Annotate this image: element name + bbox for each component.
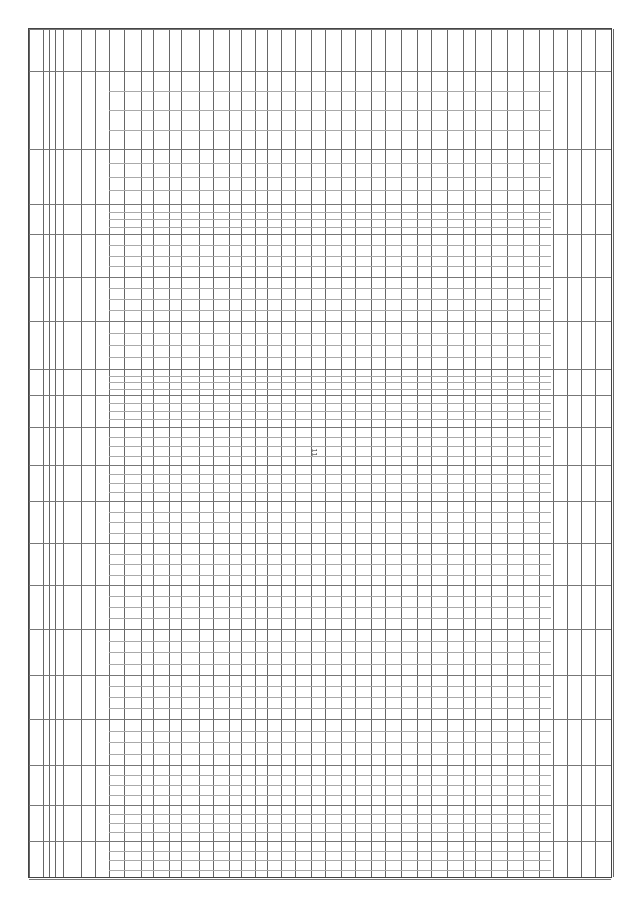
sub-row-divider	[109, 403, 551, 404]
column-divider	[124, 29, 125, 877]
column-divider	[567, 29, 568, 877]
column-divider	[49, 29, 50, 877]
sub-row-divider	[109, 832, 551, 833]
column-divider	[401, 29, 402, 877]
sub-row-divider	[109, 130, 551, 131]
column-divider	[43, 29, 44, 877]
column-divider	[55, 29, 56, 877]
column-divider	[523, 29, 524, 877]
sub-row-divider	[109, 219, 551, 220]
column-divider	[311, 29, 312, 877]
row-divider	[29, 427, 611, 428]
row-divider	[29, 29, 611, 30]
row-divider	[29, 234, 611, 235]
column-divider	[141, 29, 142, 877]
column-divider	[553, 29, 554, 877]
sub-row-divider	[109, 618, 551, 619]
row-divider	[29, 149, 611, 150]
row-divider	[29, 204, 611, 205]
column-divider	[255, 29, 256, 877]
row-divider	[29, 501, 611, 502]
sub-row-divider	[109, 851, 551, 852]
sub-row-divider	[109, 163, 551, 164]
column-divider	[295, 29, 296, 877]
sub-row-divider	[109, 91, 551, 92]
column-divider	[581, 29, 582, 877]
rotated-budget-table	[28, 28, 612, 878]
sub-row-divider	[109, 564, 551, 565]
sub-row-divider	[109, 664, 551, 665]
sub-row-divider	[109, 512, 551, 513]
sub-row-divider	[109, 411, 551, 412]
sub-row-divider	[109, 795, 551, 796]
column-divider	[213, 29, 214, 877]
sub-row-divider	[109, 596, 551, 597]
sub-row-divider	[109, 382, 551, 383]
column-divider	[29, 29, 30, 877]
sub-row-divider	[109, 641, 551, 642]
column-divider	[181, 29, 182, 877]
sub-row-divider	[109, 333, 551, 334]
sub-row-divider	[109, 775, 551, 776]
column-divider	[447, 29, 448, 877]
column-divider	[491, 29, 492, 877]
column-divider	[267, 29, 268, 877]
sub-row-divider	[109, 419, 551, 420]
row-divider	[29, 585, 611, 586]
sub-row-divider	[109, 376, 551, 377]
sub-row-divider	[109, 256, 551, 257]
sub-row-divider	[109, 288, 551, 289]
column-divider	[341, 29, 342, 877]
sub-row-divider	[109, 697, 551, 698]
sub-row-divider	[109, 437, 551, 438]
column-divider	[153, 29, 154, 877]
sub-row-divider	[109, 190, 551, 191]
sub-row-divider	[109, 245, 551, 246]
sub-row-divider	[109, 860, 551, 861]
column-divider	[475, 29, 476, 877]
column-divider	[417, 29, 418, 877]
row-divider	[29, 369, 611, 370]
column-divider	[463, 29, 464, 877]
sub-row-divider	[109, 522, 551, 523]
sub-row-divider	[109, 870, 551, 871]
row-divider	[29, 765, 611, 766]
column-divider	[595, 29, 596, 877]
sub-row-divider	[109, 533, 551, 534]
row-divider	[29, 395, 611, 396]
column-divider	[169, 29, 170, 877]
column-divider	[507, 29, 508, 877]
column-divider	[199, 29, 200, 877]
column-divider	[613, 29, 614, 877]
sub-row-divider	[109, 575, 551, 576]
row-divider	[29, 71, 611, 72]
sub-row-divider	[109, 212, 551, 213]
sub-row-divider	[109, 708, 551, 709]
column-divider	[355, 29, 356, 877]
column-divider	[229, 29, 230, 877]
sub-row-divider	[109, 345, 551, 346]
sub-row-divider	[109, 177, 551, 178]
sub-row-divider	[109, 607, 551, 608]
column-divider	[81, 29, 82, 877]
column-divider	[385, 29, 386, 877]
sub-row-divider	[109, 492, 551, 493]
column-divider	[281, 29, 282, 877]
row-divider	[29, 543, 611, 544]
sub-row-divider	[109, 357, 551, 358]
row-divider	[29, 805, 611, 806]
sub-row-divider	[109, 299, 551, 300]
row-divider	[29, 629, 611, 630]
sub-row-divider	[109, 554, 551, 555]
row-divider	[29, 321, 611, 322]
sub-row-divider	[109, 754, 551, 755]
sub-row-divider	[109, 310, 551, 311]
row-divider	[29, 841, 611, 842]
column-divider	[241, 29, 242, 877]
sub-row-divider	[109, 389, 551, 390]
row-divider	[29, 879, 611, 880]
sub-row-divider	[109, 483, 551, 484]
column-divider	[539, 29, 540, 877]
sub-row-divider	[109, 785, 551, 786]
sub-row-divider	[109, 227, 551, 228]
sub-row-divider	[109, 814, 551, 815]
sub-row-divider	[109, 266, 551, 267]
row-divider	[29, 675, 611, 676]
sub-row-divider	[109, 474, 551, 475]
row-divider	[29, 277, 611, 278]
page-number: 11	[310, 448, 318, 457]
sub-row-divider	[109, 742, 551, 743]
sub-row-divider	[109, 652, 551, 653]
row-divider	[29, 465, 611, 466]
sub-row-divider	[109, 446, 551, 447]
column-divider	[63, 29, 64, 877]
sub-row-divider	[109, 686, 551, 687]
sub-row-divider	[109, 110, 551, 111]
sub-row-divider	[109, 731, 551, 732]
column-divider	[431, 29, 432, 877]
column-divider	[95, 29, 96, 877]
column-divider	[109, 29, 110, 877]
row-divider	[29, 719, 611, 720]
column-divider	[371, 29, 372, 877]
sub-row-divider	[109, 456, 551, 457]
column-divider	[325, 29, 326, 877]
sub-row-divider	[109, 823, 551, 824]
